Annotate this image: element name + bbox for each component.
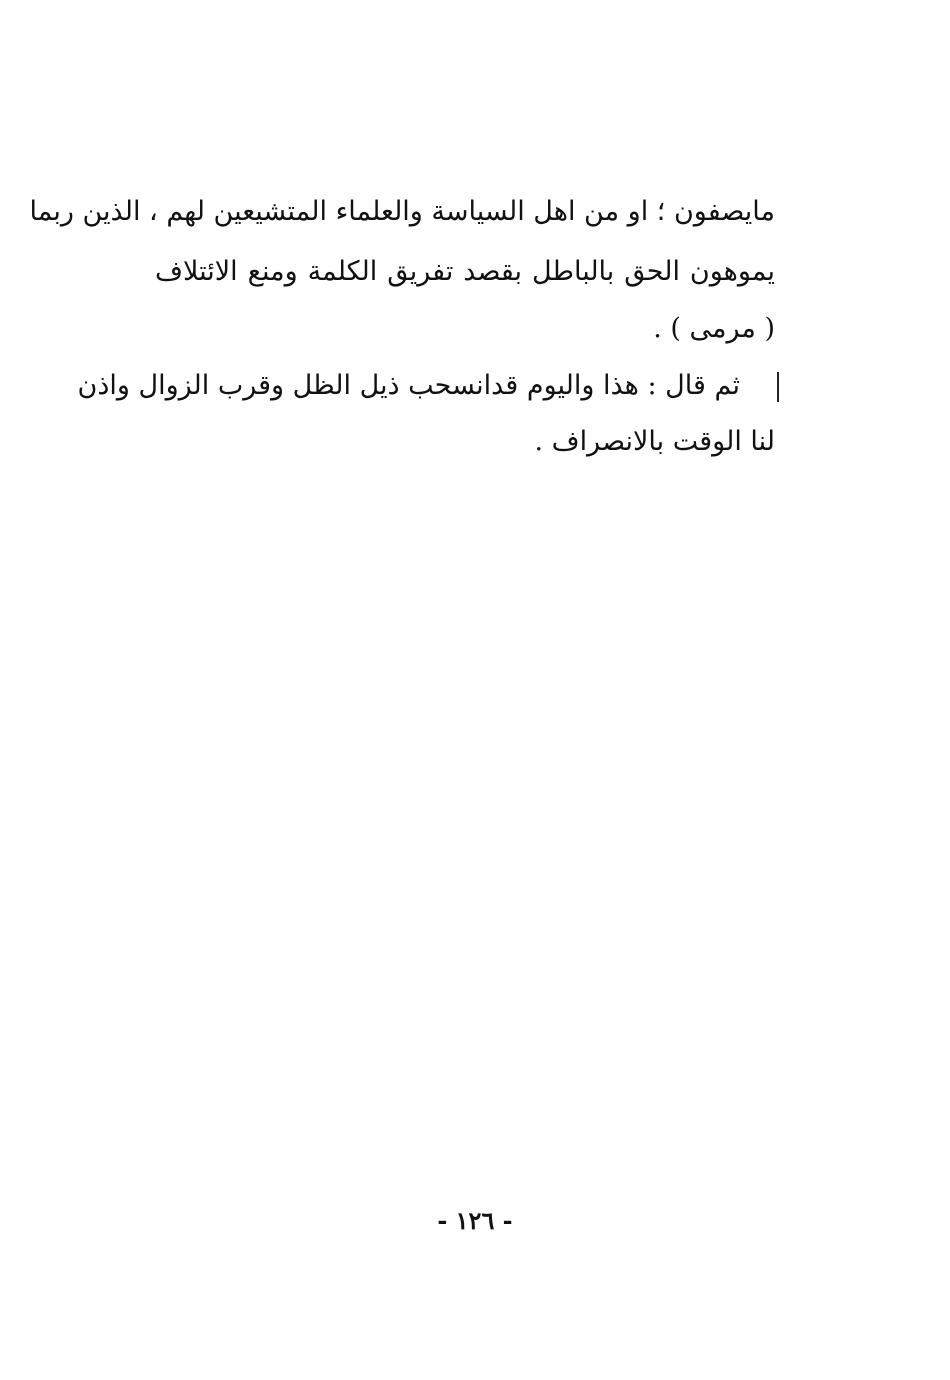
margin-mark bbox=[777, 372, 779, 402]
text-line-2: يموهون الحق بالباطل بقصد تفريق الكلمة ومنع الائتلاف bbox=[155, 256, 775, 287]
text-line-1: مايصفون ؛ او من اهل السياسة والعلماء المتشيعين لهم ، الذين ربما bbox=[29, 196, 775, 227]
page-number: - ١٢٦ - bbox=[437, 1206, 513, 1235]
text-line-5: لنا الوقت بالانصراف . bbox=[534, 426, 775, 457]
text-line-4: ثم قال : هذا واليوم قدانسحب ذيل الظل وقرب الزوال واذن bbox=[77, 370, 740, 401]
text-line-3: ( مرمى ) . bbox=[653, 313, 775, 344]
